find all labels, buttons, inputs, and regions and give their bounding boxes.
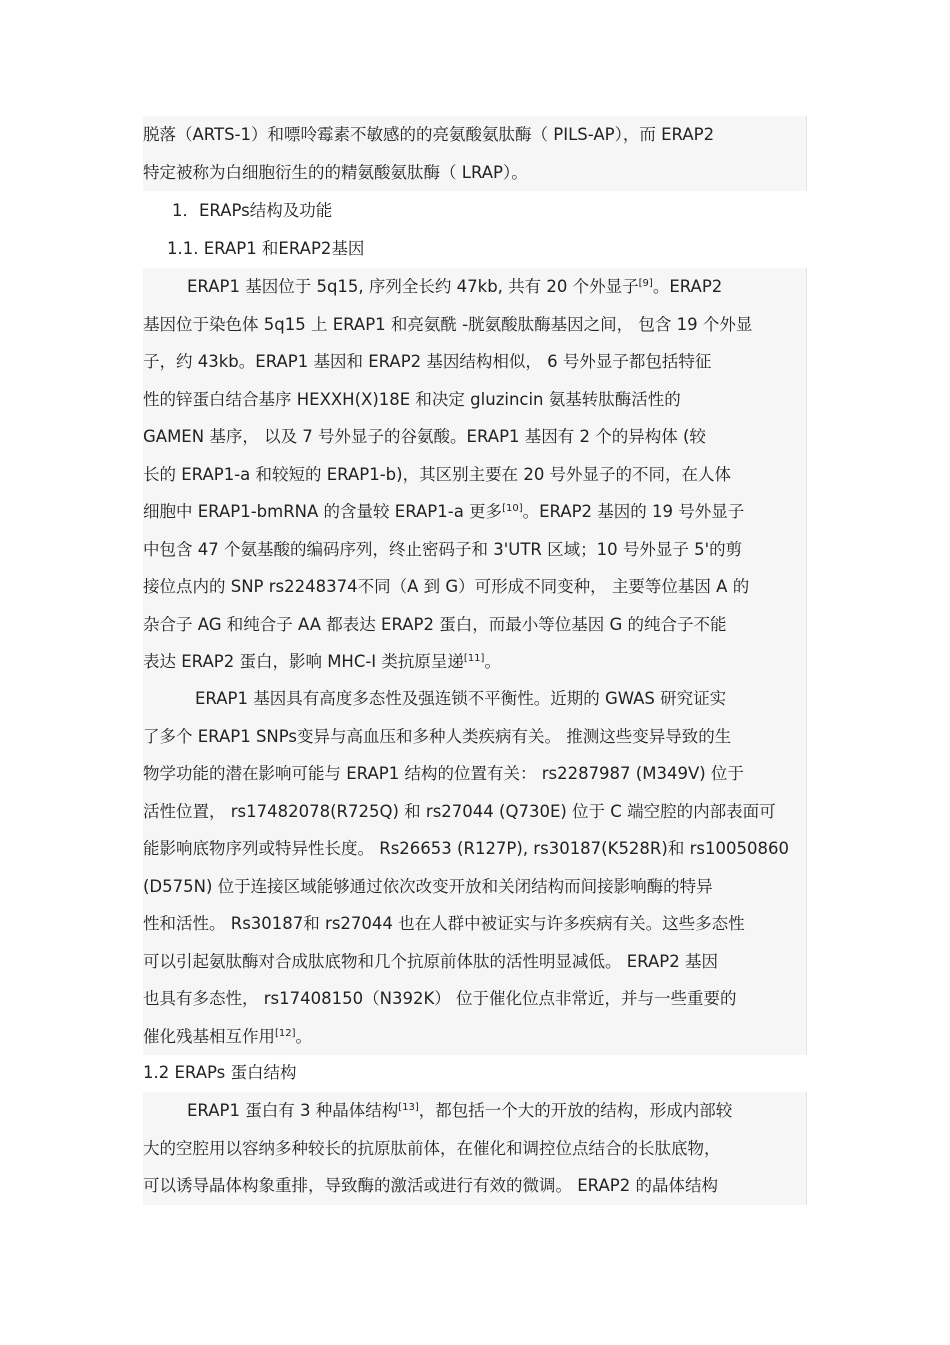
line-text: 基因位于染色体 5q15 上 ERAP1 和亮氨酰 -胱氨酸肽酶基因之间， 包含 19 个外显 <box>143 314 753 334</box>
text-line: 脱落（ARTS-1）和嘌呤霉素不敏感的的亮氨酸氨肽酶（ PILS-AP），而 ERAP2 <box>143 125 715 144</box>
text-line <box>143 343 806 381</box>
text-line <box>143 680 806 718</box>
section-1-heading: 1．ERAPs结构及功能 <box>172 201 333 220</box>
text-line <box>143 606 806 644</box>
line-text: 中包含 47 个氨基酸的编码序列，终止密码子和 3'UTR 区域；10 号外显子 5'的剪 <box>143 539 743 559</box>
line-text: 性和活性。 Rs30187和 rs27044 也在人群中被证实与许多疾病有关。这些多态性 <box>143 914 745 933</box>
line-text: 性的锌蛋白结合基序 HEXXH(X)18E 和决定 gluzincin 氨基转肽酶活性的 <box>143 389 681 409</box>
line-text: 大的空腔用以容纳多种较长的抗原肽前体，在催化和调控位点结合的长肽底物， <box>143 1138 721 1158</box>
text-line <box>143 755 806 793</box>
line-text: 了多个 ERAP1 SNPs变异与高血压和多种人类疾病有关。 推测这些变异导致的生 <box>143 726 732 746</box>
text-line <box>143 493 806 531</box>
line-text: 催化残基相互作用 <box>143 1026 275 1046</box>
section-1-1-heading: 1.1. ERAP1 和ERAP2基因 <box>167 239 365 258</box>
text-line <box>143 905 806 943</box>
line-text-after: 。 <box>484 652 501 671</box>
text-line <box>143 268 806 306</box>
text-line <box>143 943 806 981</box>
text-line <box>143 793 806 831</box>
line-text: 活性位置， rs17482078(R725Q) 和 rs27044 (Q730E) 位于 C 端空腔的内部表面可 <box>143 801 776 821</box>
text-line <box>143 718 806 756</box>
text-line <box>143 381 806 419</box>
line-text: ERAP1 基因位于 5q15, 序列全长约 47kb, 共有 20 个外显子 <box>187 277 639 296</box>
text-line <box>143 980 806 1018</box>
line-text: 能影响底物序列或特异性长度。 Rs26653 (R127P), rs30187(K528R)和 rs10050860 <box>143 839 789 858</box>
text-line: 特定被称为白细胞衍生的的精氨酸氨肽酶（ LRAP）。 <box>143 162 528 182</box>
line-text-after: 。ERAP2 <box>652 277 723 296</box>
text-line <box>143 306 806 344</box>
line-text-after: 。ERAP2 基因的 19 号外显子 <box>522 502 745 521</box>
paragraph-erap-polymorphism <box>143 680 807 1055</box>
citation-superscript: [9] <box>638 278 653 289</box>
line-text-after: 。 <box>295 1026 313 1046</box>
text-line <box>143 531 806 569</box>
paragraph-erap-genes <box>143 268 807 681</box>
line-text: 表达 ERAP2 蛋白，影响 MHC-I 类抗原呈递 <box>143 652 464 671</box>
citation-superscript: [11] <box>463 653 485 664</box>
text-line <box>143 643 806 681</box>
section-1-2-heading: 1.2 ERAPs 蛋白结构 <box>143 1063 297 1082</box>
line-text: 可以诱导晶体构象重排，导致酶的激活或进行有效的微调。 ERAP2 的晶体结构 <box>143 1176 718 1195</box>
line-text: GAMEN 基序， 以及 7 号外显子的谷氨酸。ERAP1 基因有 2 个的异构体 (较 <box>143 427 706 446</box>
line-text: 也具有多态性， rs17408150（N392K） 位于催化位点非常近，并与一些重要的 <box>143 989 737 1008</box>
text-line <box>143 830 806 868</box>
text-line <box>143 418 806 456</box>
line-text: 可以引起氨肽酶对合成肽底物和几个抗原前体肽的活性明显减低。 ERAP2 基因 <box>143 951 718 971</box>
text-line <box>143 1167 806 1205</box>
line-text: 细胞中 ERAP1-bmRNA 的含量较 ERAP1-a 更多 <box>143 502 503 521</box>
line-text: ERAP1 蛋白有 3 种晶体结构 <box>187 1101 399 1120</box>
line-text-after: ，都包括一个大的开放的结构，形成内部较 <box>418 1101 733 1120</box>
text-line <box>143 1092 806 1130</box>
text-line <box>143 1018 806 1056</box>
text-line <box>143 868 806 906</box>
text-line <box>143 1130 806 1168</box>
text-line <box>143 568 806 606</box>
line-text: (D575N) 位于连接区域能够通过依次改变开放和关闭结构而间接影响酶的特异 <box>143 876 713 896</box>
line-text: ERAP1 基因具有高度多态性及强连锁不平衡性。近期的 GWAS 研究证实 <box>195 689 727 708</box>
line-text: 接位点内的 SNP rs2248374不同（A 到 G）可形成不同变种， 主要等位基因 A 的 <box>143 577 750 596</box>
paragraph-erap-protein-structure <box>143 1092 807 1205</box>
citation-superscript: [12] <box>275 1027 296 1039</box>
line-text: 物学功能的潜在影响可能与 ERAP1 结构的位置有关： rs2287987 (M349V) 位于 <box>143 764 744 783</box>
line-text: 子，约 43kb。ERAP1 基因和 ERAP2 基因结构相似， 6 号外显子都包括特征 <box>143 352 712 371</box>
line-text: 长的 ERAP1-a 和较短的 ERAP1-b)，其区别主要在 20 号外显子的不同，在人体 <box>143 464 732 484</box>
citation-superscript: [13] <box>398 1102 419 1113</box>
text-line <box>143 456 806 494</box>
line-text: 杂合子 AG 和纯合子 AA 都表达 ERAP2 蛋白，而最小等位基因 G 的纯合子不能 <box>143 614 727 634</box>
citation-superscript: [10] <box>502 503 523 514</box>
intro-paragraph <box>143 116 807 191</box>
